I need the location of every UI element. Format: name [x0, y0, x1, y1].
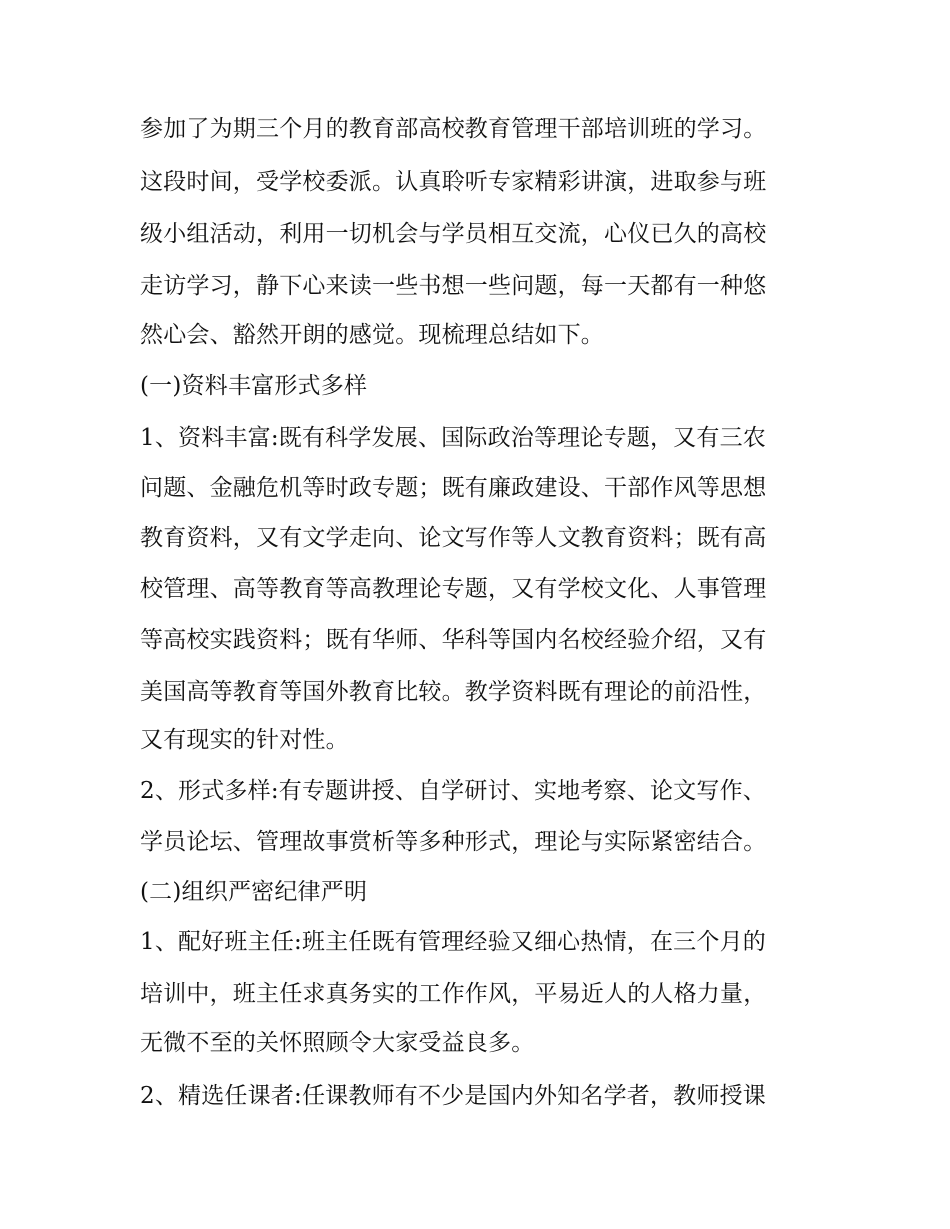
- text-line: 级小组活动，利用一切机会与学员相互交流，心仪已久的高校: [140, 221, 767, 247]
- text-line: 美国高等教育等国外教育比较。教学资料既有理论的前沿性，: [140, 679, 767, 705]
- text-line: 校管理、高等教育等高教理论专题，又有学校文化、人事管理: [140, 576, 767, 602]
- section-heading: (二)组织严密纪律严明: [140, 879, 368, 905]
- text-line: 1、配好班主任:班主任既有管理经验又细心热情，在三个月的: [140, 929, 766, 955]
- text-line: 走访学习，静下心来读一些书想一些问题，每一天都有一种悠: [140, 273, 767, 299]
- text-line: 这段时间，受学校委派。认真聆听专家精彩讲演，进取参与班: [140, 169, 767, 195]
- text-line: 然心会、豁然开朗的感觉。现梳理总结如下。: [140, 322, 604, 348]
- text-line: 问题、金融危机等时政专题；既有廉政建设、干部作风等思想: [140, 475, 767, 501]
- text-line: 无微不至的关怀照顾令大家受益良多。: [140, 1030, 535, 1056]
- text-line: 2、精选任课者:任课教师有不少是国内外知名学者，教师授课: [140, 1083, 766, 1109]
- text-line: 培训中，班主任求真务实的工作作风，平易近人的人格力量，: [140, 981, 767, 1007]
- text-line: 2、形式多样:有专题讲授、自学研讨、实地考察、论文写作、: [140, 778, 766, 804]
- section-heading: (一)资料丰富形式多样: [140, 373, 368, 399]
- text-line: 学员论坛、管理故事赏析等多种形式，理论与实际紧密结合。: [140, 829, 767, 855]
- text-line: 教育资料，又有文学走向、论文写作等人文教育资料；既有高: [140, 525, 767, 551]
- text-line: 等高校实践资料；既有华师、华科等国内名校经验介绍，又有: [140, 627, 767, 653]
- text-line: 又有现实的针对性。: [140, 727, 349, 753]
- text-line: 参加了为期三个月的教育部高校教育管理干部培训班的学习。: [140, 116, 767, 142]
- text-line: 1、资料丰富:既有科学发展、国际政治等理论专题，又有三农: [140, 425, 766, 451]
